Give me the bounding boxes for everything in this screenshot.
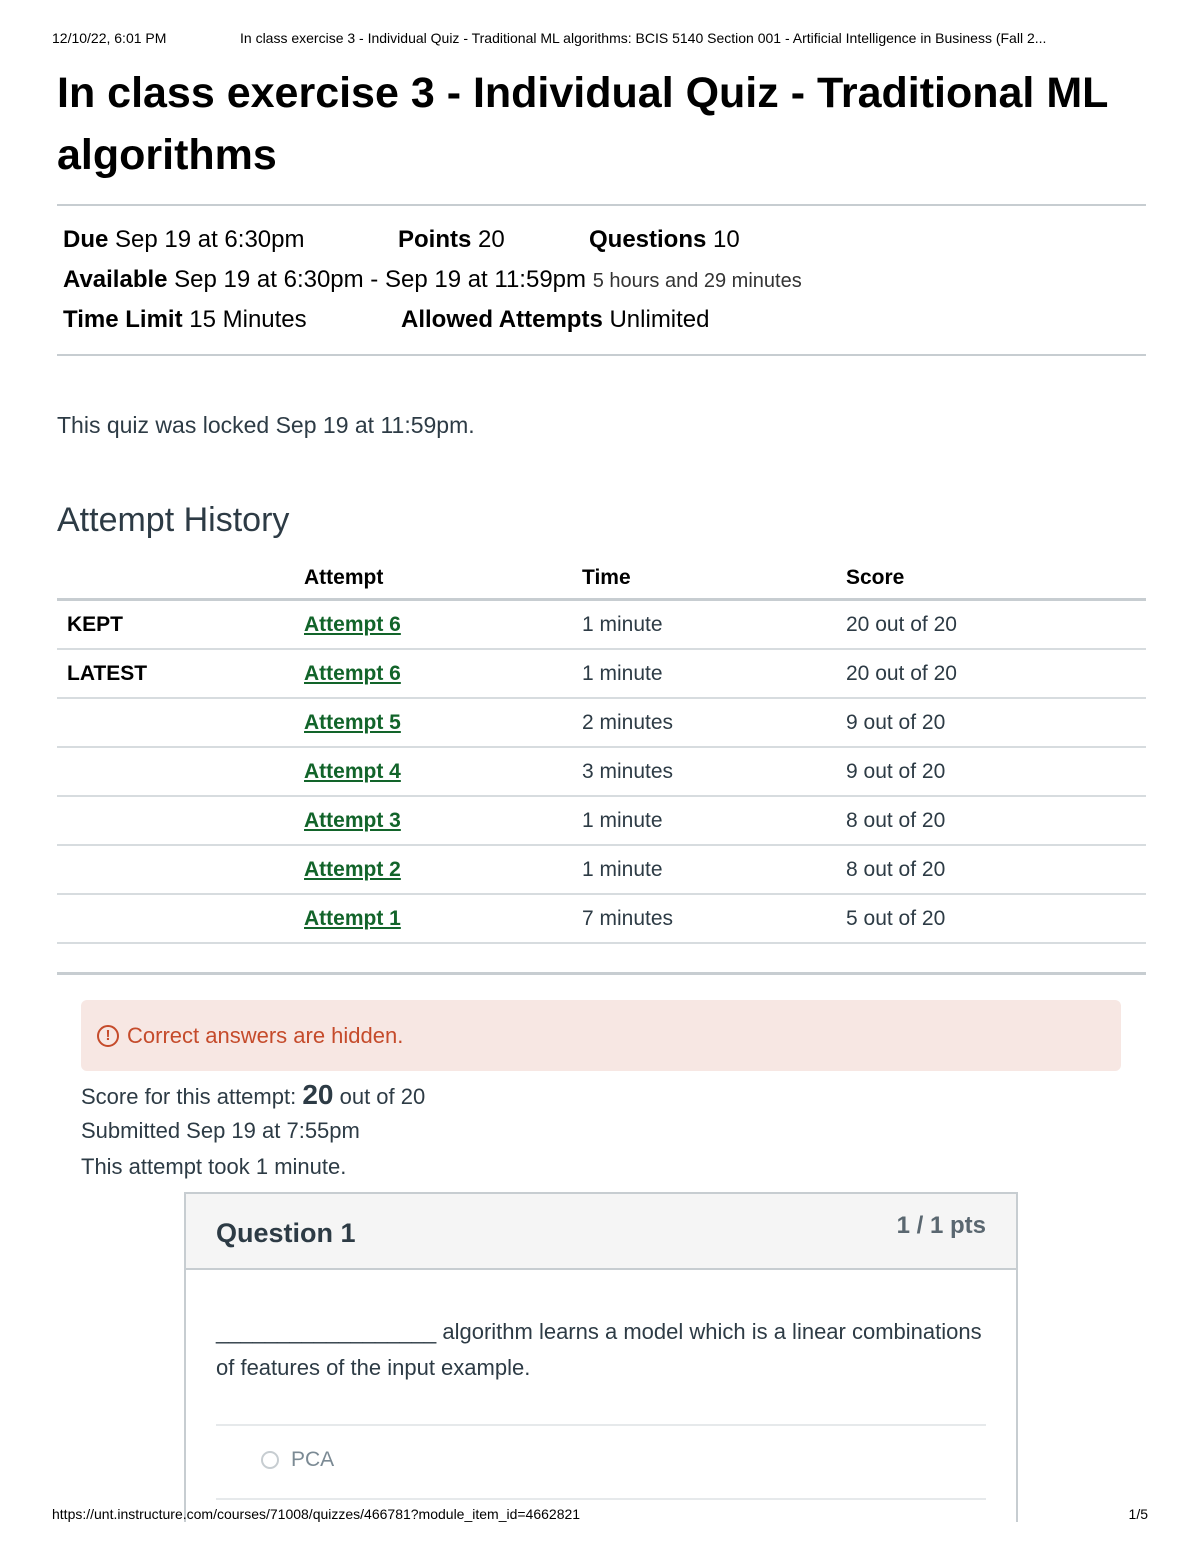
print-url: https://unt.instructure.com/courses/71008/quizzes/466781?module_item_id=4662821 bbox=[52, 1506, 581, 1522]
exclamation-circle-icon: ! bbox=[97, 1025, 119, 1047]
due-label: Due bbox=[63, 226, 109, 253]
attempt-link[interactable]: Attempt 1 bbox=[304, 906, 401, 930]
attempt-status bbox=[57, 894, 304, 943]
time-limit-value: 15 Minutes bbox=[189, 306, 307, 333]
locked-message: This quiz was locked Sep 19 at 11:59pm. bbox=[57, 412, 475, 438]
attempt-status bbox=[57, 698, 304, 747]
column-header-attempt: Attempt bbox=[304, 558, 582, 600]
attempt-time: 2 minutes bbox=[582, 698, 846, 747]
question-card bbox=[184, 1192, 1018, 1522]
attempt-status bbox=[57, 747, 304, 796]
radio-button[interactable] bbox=[261, 1451, 279, 1469]
available-duration: 5 hours and 29 minutes bbox=[592, 270, 802, 292]
table-row bbox=[57, 845, 1146, 894]
attempt-score: 8 out of 20 bbox=[846, 796, 1146, 845]
time-limit-info bbox=[63, 300, 307, 340]
question-title: Question 1 bbox=[216, 1218, 356, 1248]
allowed-attempts-info bbox=[401, 300, 710, 340]
attempt-history-table bbox=[57, 558, 1146, 944]
attempt-link[interactable]: Attempt 5 bbox=[304, 710, 401, 734]
attempt-time: 1 minute bbox=[582, 796, 846, 845]
allowed-attempts-label: Allowed Attempts bbox=[401, 306, 603, 333]
page-title: In class exercise 3 - Individual Quiz - Traditional ML algorithms bbox=[57, 62, 1146, 206]
due-value: Sep 19 at 6:30pm bbox=[115, 226, 305, 253]
questions-value: 10 bbox=[713, 226, 740, 253]
available-info bbox=[63, 260, 802, 301]
table-header-row bbox=[57, 558, 1146, 600]
attempt-score-line bbox=[81, 1077, 1146, 1113]
column-header-time: Time bbox=[582, 558, 846, 600]
question-divider bbox=[216, 1424, 986, 1426]
attempt-score: 5 out of 20 bbox=[846, 894, 1146, 943]
details-row-2 bbox=[63, 260, 1140, 300]
question-text: __________________ algorithm learns a model which is a linear combinations of features of the input example. bbox=[216, 1319, 982, 1380]
attempt-link[interactable]: Attempt 6 bbox=[304, 612, 401, 636]
details-row-1 bbox=[63, 220, 1140, 260]
attempt-score: 20 out of 20 bbox=[846, 649, 1146, 698]
alert-text: Correct answers are hidden. bbox=[127, 1022, 404, 1048]
score-label: Score for this attempt: bbox=[81, 1084, 297, 1109]
table-row bbox=[57, 894, 1146, 943]
table-row bbox=[57, 649, 1146, 698]
attempt-link[interactable]: Attempt 4 bbox=[304, 759, 401, 783]
attempt-score: 9 out of 20 bbox=[846, 698, 1146, 747]
table-row bbox=[57, 796, 1146, 845]
quiz-details bbox=[57, 206, 1146, 356]
answer-label: PCA bbox=[291, 1448, 335, 1471]
column-header-status bbox=[57, 558, 304, 600]
available-label: Available bbox=[63, 266, 168, 293]
page-number: 1/5 bbox=[1128, 1506, 1148, 1522]
print-footer bbox=[52, 1506, 1148, 1526]
points-info bbox=[398, 220, 505, 260]
attempt-time: 3 minutes bbox=[582, 747, 846, 796]
time-limit-label: Time Limit bbox=[63, 306, 183, 333]
question-header bbox=[186, 1194, 1016, 1270]
points-value: 20 bbox=[478, 226, 505, 253]
questions-info bbox=[589, 220, 740, 260]
attempt-summary bbox=[81, 1077, 1146, 1185]
available-value: Sep 19 at 6:30pm - Sep 19 at 11:59pm bbox=[174, 266, 587, 293]
attempt-time: 1 minute bbox=[582, 845, 846, 894]
answer-option[interactable] bbox=[261, 1448, 1016, 1472]
submitted-time: Submitted Sep 19 at 7:55pm bbox=[81, 1118, 360, 1143]
attempt-link[interactable]: Attempt 3 bbox=[304, 808, 401, 832]
attempt-time: 1 minute bbox=[582, 600, 846, 650]
table-row bbox=[57, 698, 1146, 747]
print-document-title: In class exercise 3 - Individual Quiz - Traditional ML algorithms: BCIS 5140 Section 001 - Artificial Intelligence in Business (Fall 2... bbox=[240, 30, 1047, 46]
attempt-link[interactable]: Attempt 2 bbox=[304, 857, 401, 881]
attempt-score: 8 out of 20 bbox=[846, 845, 1146, 894]
attempt-status: LATEST bbox=[57, 649, 304, 698]
attempt-score: 9 out of 20 bbox=[846, 747, 1146, 796]
score-suffix: out of 20 bbox=[339, 1084, 426, 1109]
attempt-time: 7 minutes bbox=[582, 894, 846, 943]
attempt-duration: This attempt took 1 minute. bbox=[81, 1154, 347, 1179]
print-date: 12/10/22, 6:01 PM bbox=[52, 30, 167, 46]
points-label: Points bbox=[398, 226, 472, 253]
attempt-history-heading: Attempt History bbox=[57, 501, 290, 539]
answer-divider bbox=[216, 1498, 986, 1500]
table-row bbox=[57, 600, 1146, 650]
correct-answers-hidden-alert bbox=[81, 1000, 1121, 1071]
attempt-time: 1 minute bbox=[582, 649, 846, 698]
print-header bbox=[52, 30, 1148, 50]
attempt-status: KEPT bbox=[57, 600, 304, 650]
attempt-status bbox=[57, 845, 304, 894]
attempt-link[interactable]: Attempt 6 bbox=[304, 661, 401, 685]
questions-label: Questions bbox=[589, 226, 707, 253]
due-info bbox=[63, 220, 304, 260]
question-points: 1 / 1 pts bbox=[896, 1212, 986, 1239]
allowed-attempts-value: Unlimited bbox=[609, 306, 710, 333]
quiz-content bbox=[57, 62, 1146, 1185]
details-row-3 bbox=[63, 300, 1140, 340]
column-header-score: Score bbox=[846, 558, 1146, 600]
table-row bbox=[57, 747, 1146, 796]
section-divider bbox=[57, 972, 1146, 975]
score-value: 20 bbox=[302, 1079, 334, 1110]
attempt-score: 20 out of 20 bbox=[846, 600, 1146, 650]
attempt-status bbox=[57, 796, 304, 845]
